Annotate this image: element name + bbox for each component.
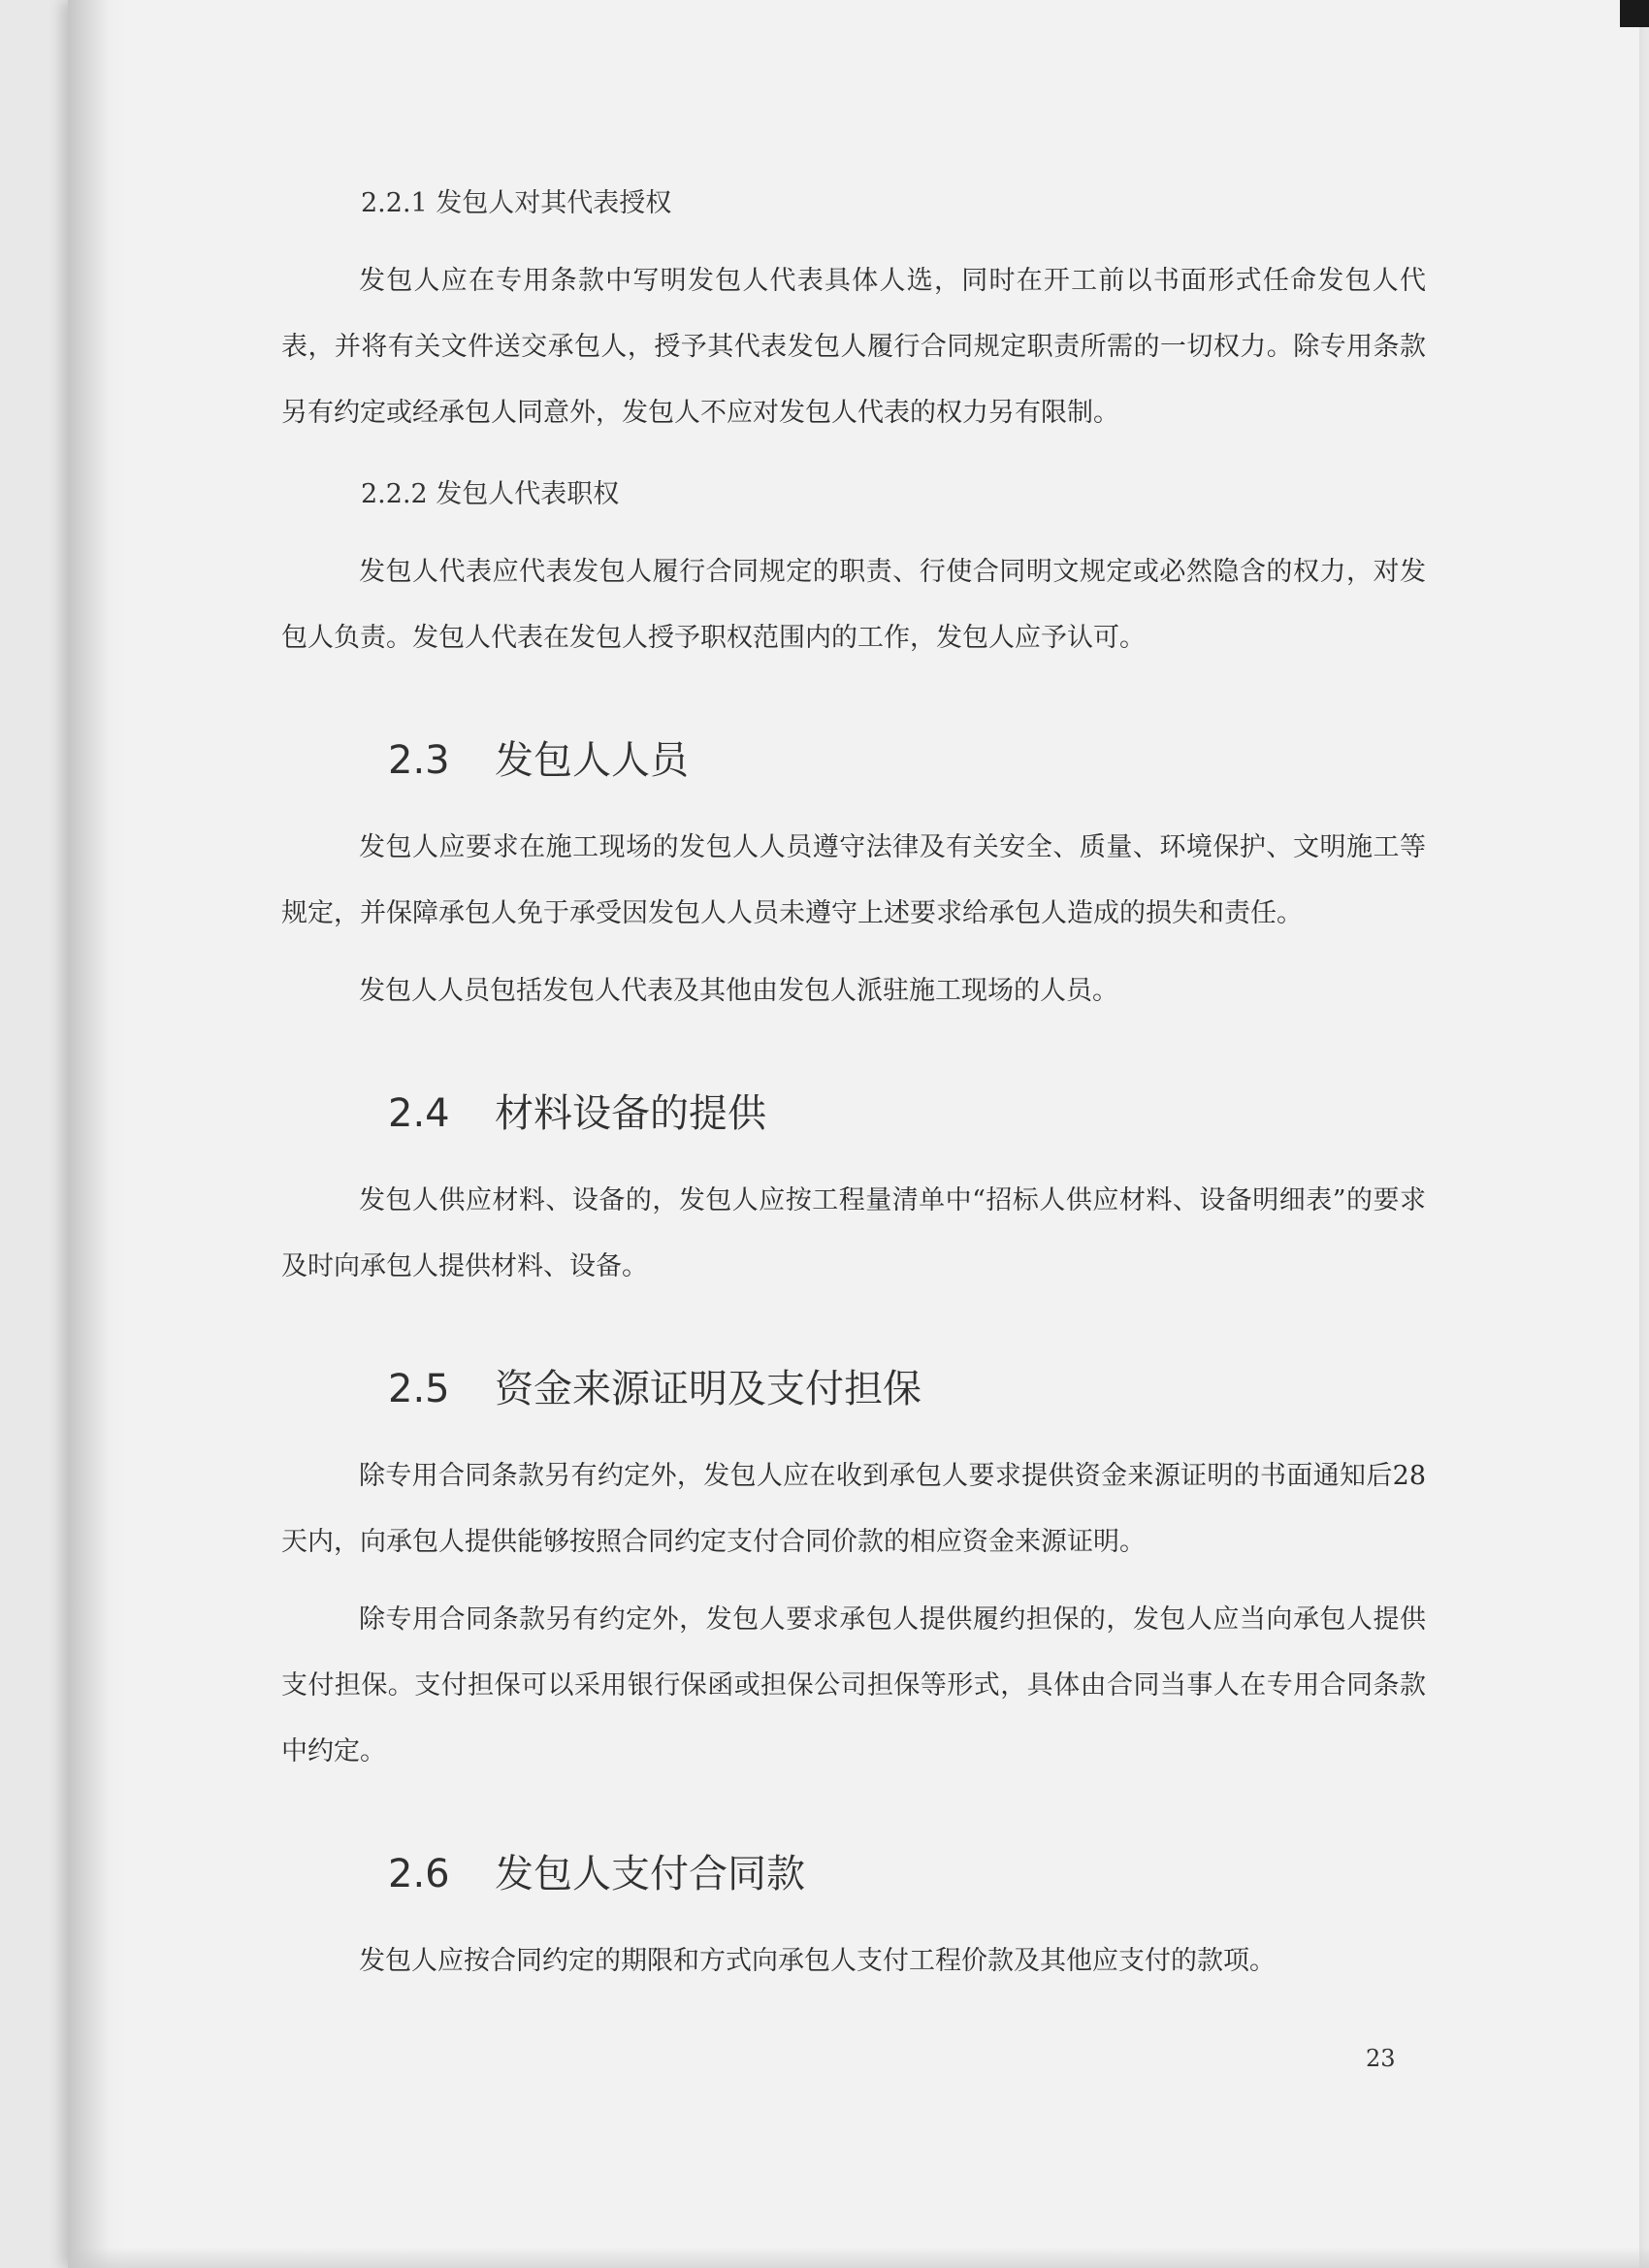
section-number: 2.5 (388, 1367, 450, 1411)
subsection-heading-2-2-2: 2.2.2 发包人代表职权 (361, 479, 620, 509)
section-heading-2-5 (388, 1362, 1426, 1416)
section-heading-2-6 (388, 1847, 1426, 1901)
paragraph-2-5-2: 除专用合同条款另有约定外，发包人要求承包人提供履约担保的，发包人应当向承包人提供支付担保。支付担保可以采用银行保函或担保公司担保等形式，具体由合同当事人在专用合同条款中约定。 (281, 1604, 1426, 1766)
section-heading-2-4 (388, 1086, 1426, 1141)
paragraph-2-4-1: 发包人供应材料、设备的，发包人应按工程量清单中“招标人供应材料、设备明细表”的要求及时向承包人提供材料、设备。 (281, 1185, 1426, 1281)
paragraph-2-2-2: 发包人代表应代表发包人履行合同规定的职责、行使合同明文规定或必然隐含的权力，对发包人负责。发包人代表在发包人授予职权范围内的工作，发包人应予认可。 (281, 557, 1426, 653)
page-content (281, 184, 1426, 2006)
section-number: 2.4 (388, 1091, 450, 1136)
section-number: 2.6 (388, 1852, 450, 1896)
paragraph-2-3-1: 发包人应要求在施工现场的发包人人员遵守法律及有关安全、质量、环境保护、文明施工等规定，并保障承包人免于承受因发包人人员未遵守上述要求给承包人造成的损失和责任。 (281, 832, 1426, 928)
subsection-heading-2-2-1: 2.2.1 发包人对其代表授权 (361, 188, 672, 218)
page-bottom-edge (68, 2247, 1649, 2268)
section-number: 2.3 (388, 738, 450, 783)
paragraph-2-2-1: 发包人应在专用条款中写明发包人代表具体人选，同时在开工前以书面形式任命发包人代表，并将有关文件送交承包人，授予其代表发包人履行合同规定职责所需的一切权力。除专用条款另有约定或经承包人同意外，发包人不应对发包人代表的权力另有限制。 (281, 266, 1426, 428)
paragraph-2-5-1: 除专用合同条款另有约定外，发包人应在收到承包人要求提供资金来源证明的书面通知后28天内，向承包人提供能够按照合同约定支付合同价款的相应资金来源证明。 (281, 1461, 1426, 1557)
section-title-text: 发包人支付合同款 (495, 1852, 805, 1896)
page-number: 23 (1366, 2045, 1396, 2072)
section-title-text: 资金来源证明及支付担保 (495, 1367, 922, 1411)
section-title-text: 发包人人员 (495, 738, 689, 783)
section-title-text: 材料设备的提供 (495, 1091, 766, 1136)
scan-corner-mark (1620, 0, 1649, 27)
paragraph-2-6-1: 发包人应按合同约定的期限和方式向承包人支付工程价款及其他应支付的款项。 (359, 1946, 1276, 1976)
section-heading-2-3 (388, 733, 1426, 788)
paragraph-2-3-2: 发包人人员包括发包人代表及其他由发包人派驻施工现场的人员。 (359, 976, 1118, 1006)
